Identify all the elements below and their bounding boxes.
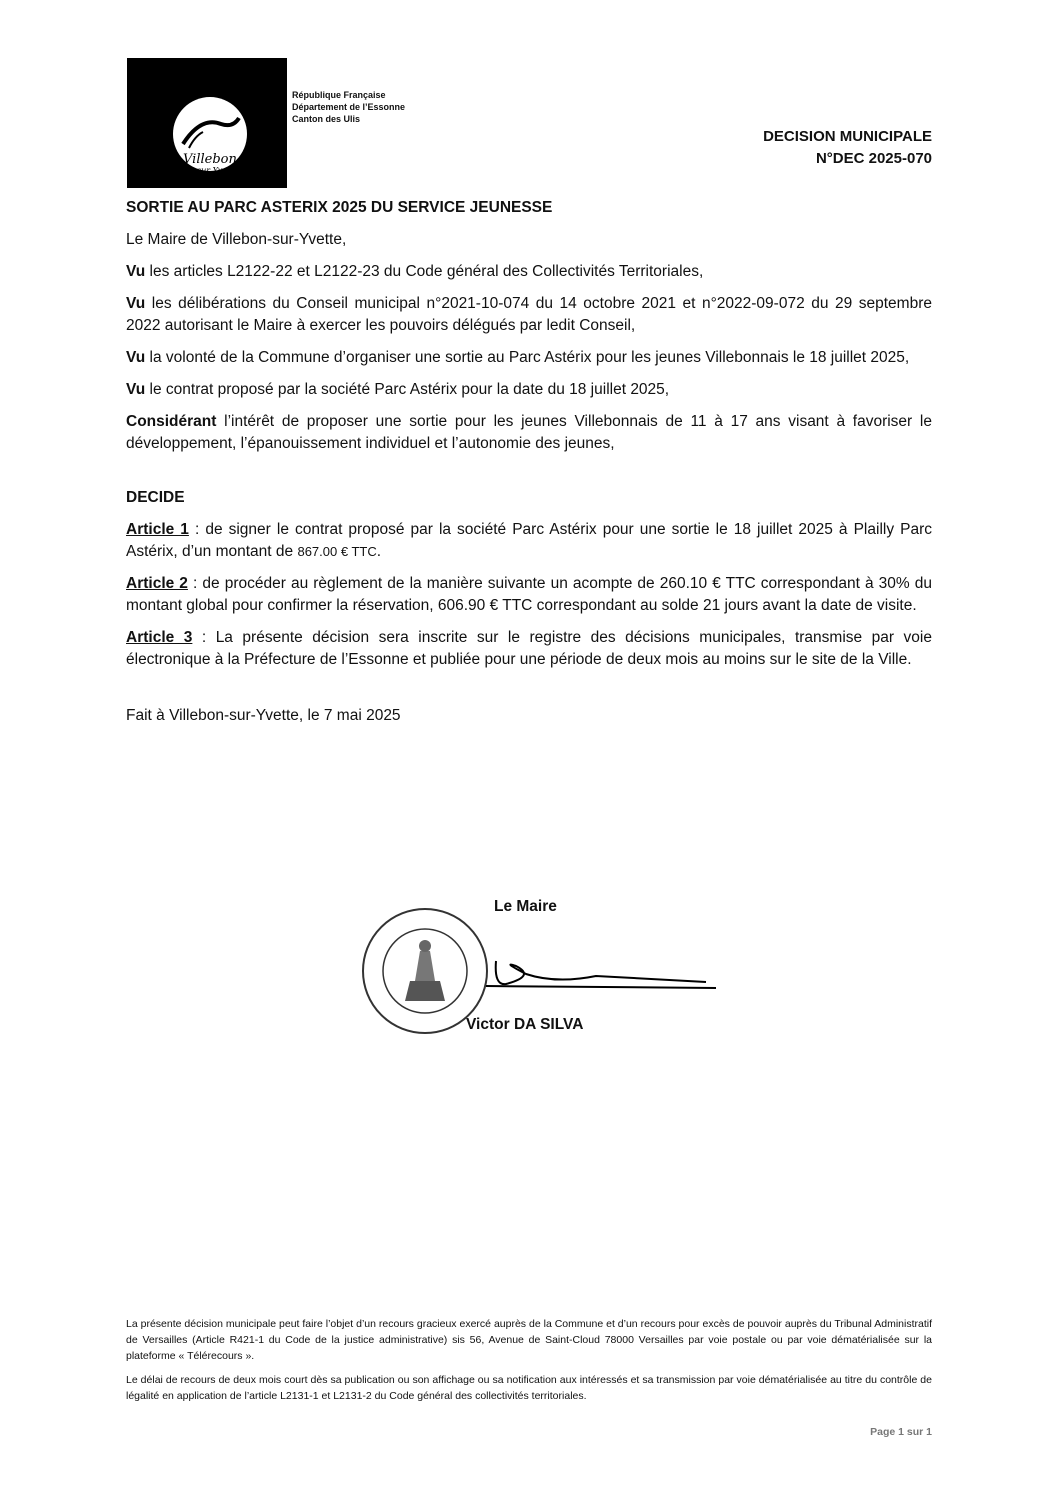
article-text: : de procéder au règlement de la manière suivante un acompte de 260.10 € TTC correspondant à 30% du montant global pour confirmer la réservation, 606.90 € TTC correspondant au solde 21 jours avant la date de visite. (126, 575, 932, 614)
article-label: Article 3 (126, 629, 193, 646)
issuer-lines (292, 89, 405, 125)
consideration-text: la volonté de la Commune d’organiser une sortie au Parc Astérix pour les jeunes Villebonnais le 18 juillet 2025, (145, 349, 910, 366)
consideration-lead: Vu (126, 295, 146, 312)
article-text: : La présente décision sera inscrite sur le registre des décisions municipales, transmise par voie électronique à la Préfecture de l’Essonne et publiée pour une période de deux mois au moins sur le site de la Ville. (126, 629, 932, 668)
consideration-text: le contrat proposé par la société Parc Astérix pour la date du 18 juillet 2025, (145, 381, 670, 398)
signature-block (360, 896, 720, 1046)
consideration-item (126, 411, 932, 455)
consideration-item (126, 379, 932, 401)
intro-line: Le Maire de Villebon-sur-Yvette, (126, 231, 347, 248)
document-title: SORTIE AU PARC ASTERIX 2025 DU SERVICE JEUNESSE (126, 199, 553, 216)
article-label: Article 2 (126, 575, 188, 592)
page-number: Page 1 sur 1 (870, 1426, 932, 1438)
consideration-text: l’intérêt de proposer une sortie pour les jeunes Villebonnais de 11 à 17 ans visant à favoriser le développement, l’épanouissement individuel et l’autonomie des jeunes, (126, 413, 932, 452)
article-text: : de signer le contrat proposé par la société Parc Astérix pour une sortie le 18 juillet 2025 à Plailly Parc Astérix, d’un montant de (126, 521, 932, 560)
consideration-text: les articles L2122-22 et L2122-23 du Code général des Collectivités Territoriales, (145, 263, 704, 280)
decision-type: DECISION MUNICIPALE (763, 128, 932, 145)
logo-swoosh-icon (181, 114, 241, 154)
legal-paragraph: La présente décision municipale peut faire l’objet d’un recours gracieux exercé auprès de la Commune et d’un recours pour excès de pouvoir auprès du Tribunal Administratif de Versailles (Article R421-1 du Code de la justice administrative) sis 56, Avenue de Saint-Cloud 78000 Versailles par voie postale ou par voie dématérialisée sur la plateforme « Télérecours ». (126, 1318, 932, 1362)
decision-body (126, 197, 932, 737)
consideration-item (126, 293, 932, 337)
signatory-role: Le Maire (494, 898, 557, 915)
legal-paragraph: Le délai de recours de deux mois court dès sa publication ou son affichage ou sa notification aux intéressés et sa transmission par voie dématérialisée au titre du contrôle de légalité en application de l’article L2131-1 et L2131-2 du Code général des collectivités territoriales. (126, 1374, 932, 1402)
issuer-line: Département de l’Essonne (292, 102, 406, 112)
consideration-text: les délibérations du Conseil municipal n°2021-10-074 du 14 octobre 2021 et n°2022-09-072 du 29 septembre 2022 autorisant le Maire à exercer les pouvoirs délégués par ledit Conseil, (126, 295, 932, 334)
handwritten-signature (476, 946, 726, 996)
logo-subtext: sur Yvette (197, 166, 239, 175)
signed-place-date: Fait à Villebon-sur-Yvette, le 7 mai 2025 (126, 707, 401, 724)
consideration-lead: Considérant (126, 413, 217, 430)
decision-heading (763, 126, 932, 170)
decide-heading: DECIDE (126, 489, 185, 506)
issuer-line: Canton des Ulis (292, 114, 361, 124)
decision-number: N°DEC 2025-070 (815, 150, 932, 167)
consideration-lead: Vu (126, 263, 146, 280)
logo-wordmark: Villebon (183, 152, 237, 167)
article-text-end: . (376, 543, 382, 560)
article-item (126, 627, 932, 671)
article-label: Article 1 (126, 521, 189, 538)
consideration-item (126, 261, 932, 283)
consideration-lead: Vu (126, 349, 146, 366)
consideration-lead: Vu (126, 381, 146, 398)
article-item (126, 519, 932, 563)
municipal-logo (127, 58, 287, 188)
issuer-line: République Française (292, 90, 386, 100)
article-item (126, 573, 932, 617)
consideration-item (126, 347, 932, 369)
article-amount: 867.00 € TTC (297, 544, 377, 559)
signatory-name: Victor DA SILVA (466, 1016, 584, 1033)
legal-notice (126, 1316, 932, 1412)
